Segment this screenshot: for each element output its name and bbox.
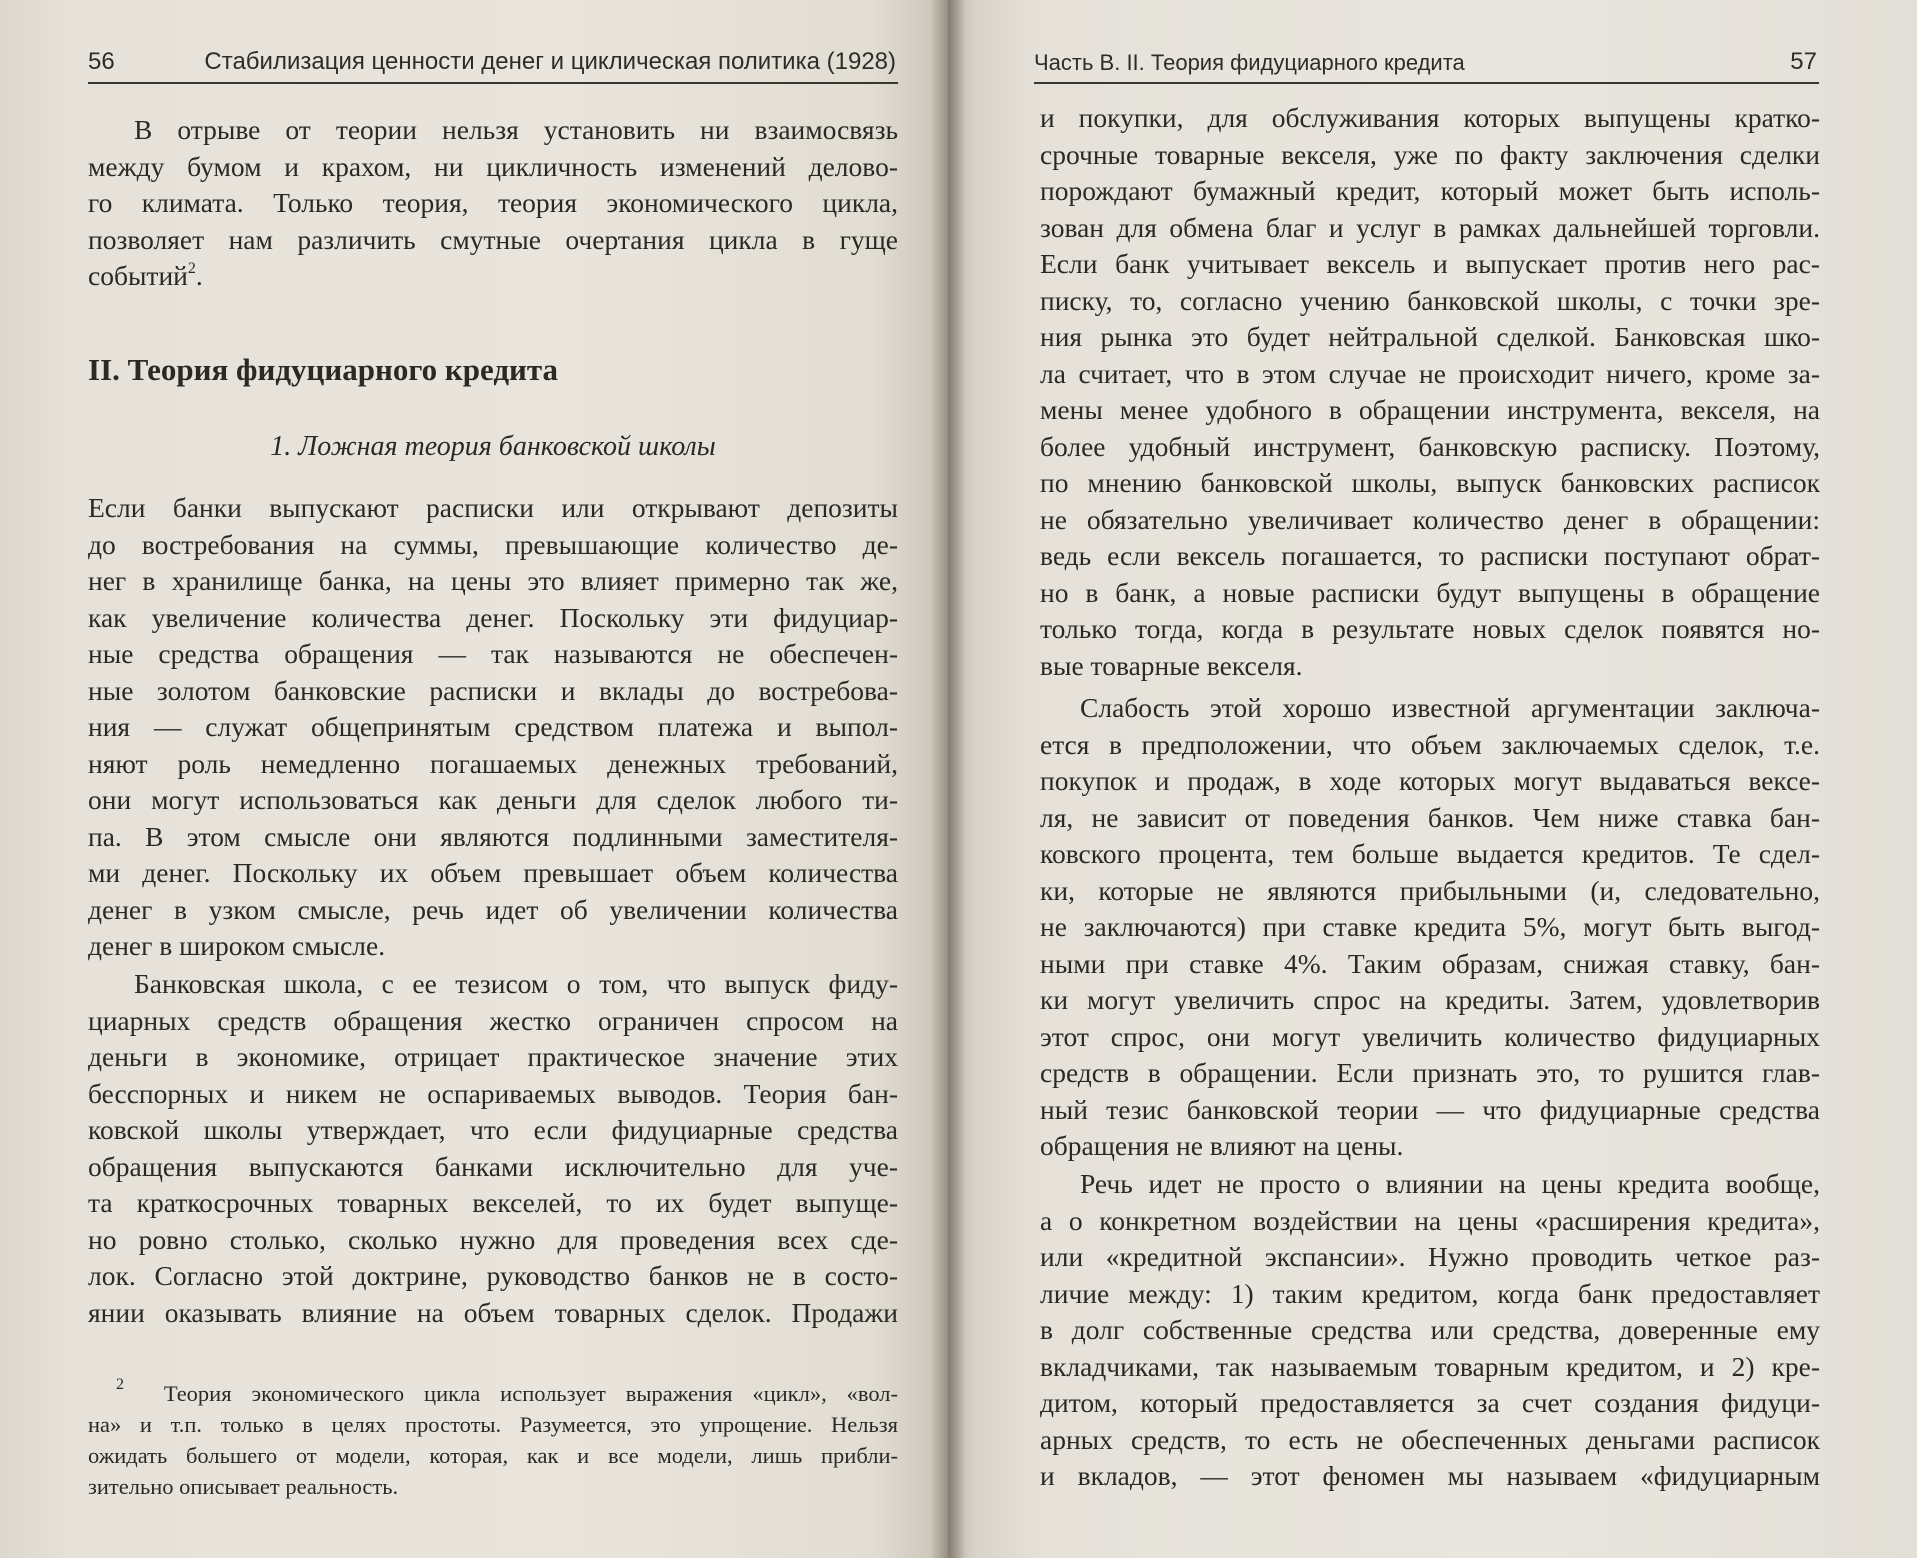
left-paragraph-3 [88, 966, 898, 1331]
text-fragment: Теория экономического цикла использует выражения «цикл», «вол- [163, 1381, 898, 1406]
text-line: па. В этом смысле они являются подлинными заместителя- [88, 820, 898, 852]
text-line: та краткосрочных товарных векселей, то их будет выпуще- [88, 1187, 898, 1218]
text-line: ковского процента, тем больше выдается кредитов. Те сдел- [1040, 838, 1820, 869]
text-line: деньги в экономике, отрицает практическое значение этих [88, 1041, 898, 1072]
text-line: нег в хранилище банка, на цены это влияет примерно так же, [88, 565, 898, 596]
text-line: как увеличение количества денег. Поскольку эти фидуциар- [88, 601, 898, 633]
text-line: денег в широком смысле. [88, 930, 386, 961]
text-line: до востребования на суммы, превышающие количество де- [88, 528, 898, 560]
text-line: и вкладов, — этот феномен мы называем «фидуциарным [1040, 1460, 1820, 1491]
text-line: янии оказывать влияние на объем товарных сделок. Продажи [88, 1296, 898, 1328]
text-line: ми денег. Поскольку их объем превышает объем количества [88, 857, 898, 888]
text-fragment: . [195, 260, 203, 291]
text-line: обращения не влияют на цены. [1040, 1130, 1404, 1161]
right-page [948, 0, 1917, 1558]
text-line: но в банк, а новые расписки будут выпущены в обращение [1040, 576, 1820, 608]
text-line: обращения выпускаются банками исключительно для уче- [88, 1150, 898, 1182]
text-line: но ровно столько, сколько нужно для проведения всех сде- [88, 1223, 898, 1255]
text-line: ки, которые не являются прибыльными (и, следовательно, [1040, 874, 1820, 906]
text-line: Речь идет не просто о влиянии на цены кредита вообще, [1080, 1168, 1820, 1199]
left-running-head [88, 44, 898, 84]
text-line: ки могут увеличить спрос на кредиты. Затем, удовлетворив [1040, 984, 1820, 1015]
text-line: вые товарные векселя. [1040, 649, 1303, 681]
footnote-line [88, 1378, 898, 1409]
text-line: не заключаются) при ставке кредита 5%, могут быть выгод- [1040, 911, 1820, 942]
text-line: ля, не зависит от поведения банков. Чем ниже ставка бан- [1040, 801, 1820, 833]
left-page [0, 0, 948, 1558]
text-line [88, 258, 898, 295]
text-line: порождают бумажный кредит, который может быть исполь- [1040, 175, 1820, 206]
left-paragraph-2 [88, 490, 898, 965]
footnote-number: 2 [116, 1376, 124, 1393]
text-line: ется в предположении, что объем заключаемых сделок, т.е. [1040, 728, 1820, 760]
text-line: ный тезис банковской теории — что фидуциарные средства [1040, 1093, 1820, 1125]
left-running-title: Стабилизация ценности денег и циклическая политика (1928) [204, 48, 896, 75]
text-line: мены менее удобного в обращении инструмента, векселя, на [1040, 394, 1820, 425]
footnote-line: на» и т.п. только в целях простоты. Разумеется, это упрощение. Нельзя [88, 1412, 898, 1437]
footnote [88, 1378, 898, 1502]
text-line: позволяет нам различить смутные очертания цикла в гуще [88, 223, 898, 255]
text-line: бесспорных и никем не оспариваемых выводов. Теория бан- [88, 1077, 898, 1109]
right-running-head [1034, 44, 1819, 84]
text-line: арных средств, то есть не обеспеченных деньгами расписок [1040, 1423, 1820, 1455]
text-line: и покупки, для обслуживания которых выпущены кратко- [1040, 102, 1820, 133]
text-line: ные средства обращения — так называются не обеспечен- [88, 638, 898, 669]
text-line: циарных средств обращения жестко ограничен спросом на [88, 1004, 898, 1036]
text-line: го климата. Только теория, теория экономического цикла, [88, 187, 898, 218]
text-line: зован для обмена благ и услуг в рамках дальнейшей торговли. [1040, 211, 1820, 243]
text-line: няют роль немедленно погашаемых денежных требований, [88, 747, 898, 779]
text-line: средств в обращении. Если признать это, то рушится глав- [1040, 1057, 1820, 1088]
text-line: Банковская школа, с ее тезисом о том, что выпуск фиду- [134, 968, 898, 999]
text-line: а о конкретном воздействии на цены «расширения кредита», [1040, 1204, 1820, 1236]
text-line: личие между: 1) таким кредитом, когда банк предоставляет [1040, 1277, 1820, 1309]
right-paragraph-1 [1040, 100, 1820, 684]
text-line: ведь если вексель погашается, то расписки поступают обрат- [1040, 540, 1820, 571]
text-line: Если банк учитывает вексель и выпускает против него рас- [1040, 248, 1820, 279]
footnote-line: зительно описывает реальность. [88, 1474, 399, 1499]
book-gutter [930, 0, 966, 1558]
text-line: лок. Согласно этой доктрине, руководство банков не в состо- [88, 1260, 898, 1291]
right-page-number: 57 [1790, 48, 1817, 75]
footnote-ref[interactable]: 2 [187, 260, 196, 277]
right-paragraph-3 [1040, 1166, 1820, 1495]
right-paragraph-2 [1040, 690, 1820, 1165]
section-heading: II. Теория фидуциарного кредита [88, 352, 558, 387]
text-line: или «кредитной экспансии». Нужно проводить четкое раз- [1040, 1241, 1820, 1272]
text-line: по мнению банковской школы, выпуск банковских расписок [1040, 467, 1820, 498]
left-paragraph-1 [88, 112, 898, 295]
text-line: они могут использоваться как деньги для сделок любого ти- [88, 784, 898, 815]
text-line: ковской школы утверждает, что если фидуциарные средства [88, 1114, 898, 1145]
text-line: ные золотом банковские расписки и вклады до востребова- [88, 674, 898, 706]
text-line: не обязательно увеличивает количество денег в обращении: [1040, 503, 1820, 535]
left-page-number: 56 [88, 48, 115, 75]
text-line: ния — служат общепринятым средством платежа и выпол- [88, 711, 898, 742]
footnote-line: ожидать большего от модели, которая, как и все модели, лишь прибли- [88, 1443, 898, 1468]
text-line: вкладчиками, так называемым товарным кредитом, и 2) кре- [1040, 1350, 1820, 1382]
text-line: этот спрос, они могут увеличить количество фидуциарных [1040, 1020, 1820, 1052]
text-line: в долг собственные средства или средства, доверенные ему [1040, 1314, 1820, 1345]
subsection-heading: 1. Ложная теория банковской школы [270, 431, 716, 462]
text-line: только тогда, когда в результате новых сделок появятся но- [1040, 613, 1820, 644]
text-line: Если банки выпускают расписки или открывают депозиты [88, 492, 898, 523]
text-line: В отрыве от теории нельзя установить ни взаимосвязь [134, 114, 898, 145]
text-line: писку, то, согласно учению банковской школы, с точки зре- [1040, 284, 1820, 316]
text-line: ными при ставке 4%. Таким образам, снижая ставку, бан- [1040, 947, 1820, 979]
text-line: более удобный инструмент, банковскую расписку. Поэтому, [1040, 430, 1820, 462]
text-line: ла считает, что в этом случае не происходит ничего, кроме за- [1040, 357, 1820, 389]
text-line: денег в узком смысле, речь идет об увеличении количества [88, 893, 898, 925]
text-line: покупок и продаж, в ходе которых могут выдаваться вексе- [1040, 765, 1820, 796]
text-line: срочные товарные векселя, уже по факту заключения сделки [1040, 138, 1820, 170]
text-line: Слабость этой хорошо известной аргументации заключа- [1080, 692, 1820, 723]
right-running-title: Часть В. II. Теория фидуциарного кредита [1034, 50, 1465, 75]
text-fragment: событий [88, 260, 188, 291]
text-line: дитом, который предоставляется за счет создания фидуци- [1040, 1387, 1820, 1418]
text-line: между бумом и крахом, ни цикличность изменений делово- [88, 150, 898, 182]
text-line: ния рынка это будет нейтральной сделкой. Банковская шко- [1040, 321, 1820, 352]
